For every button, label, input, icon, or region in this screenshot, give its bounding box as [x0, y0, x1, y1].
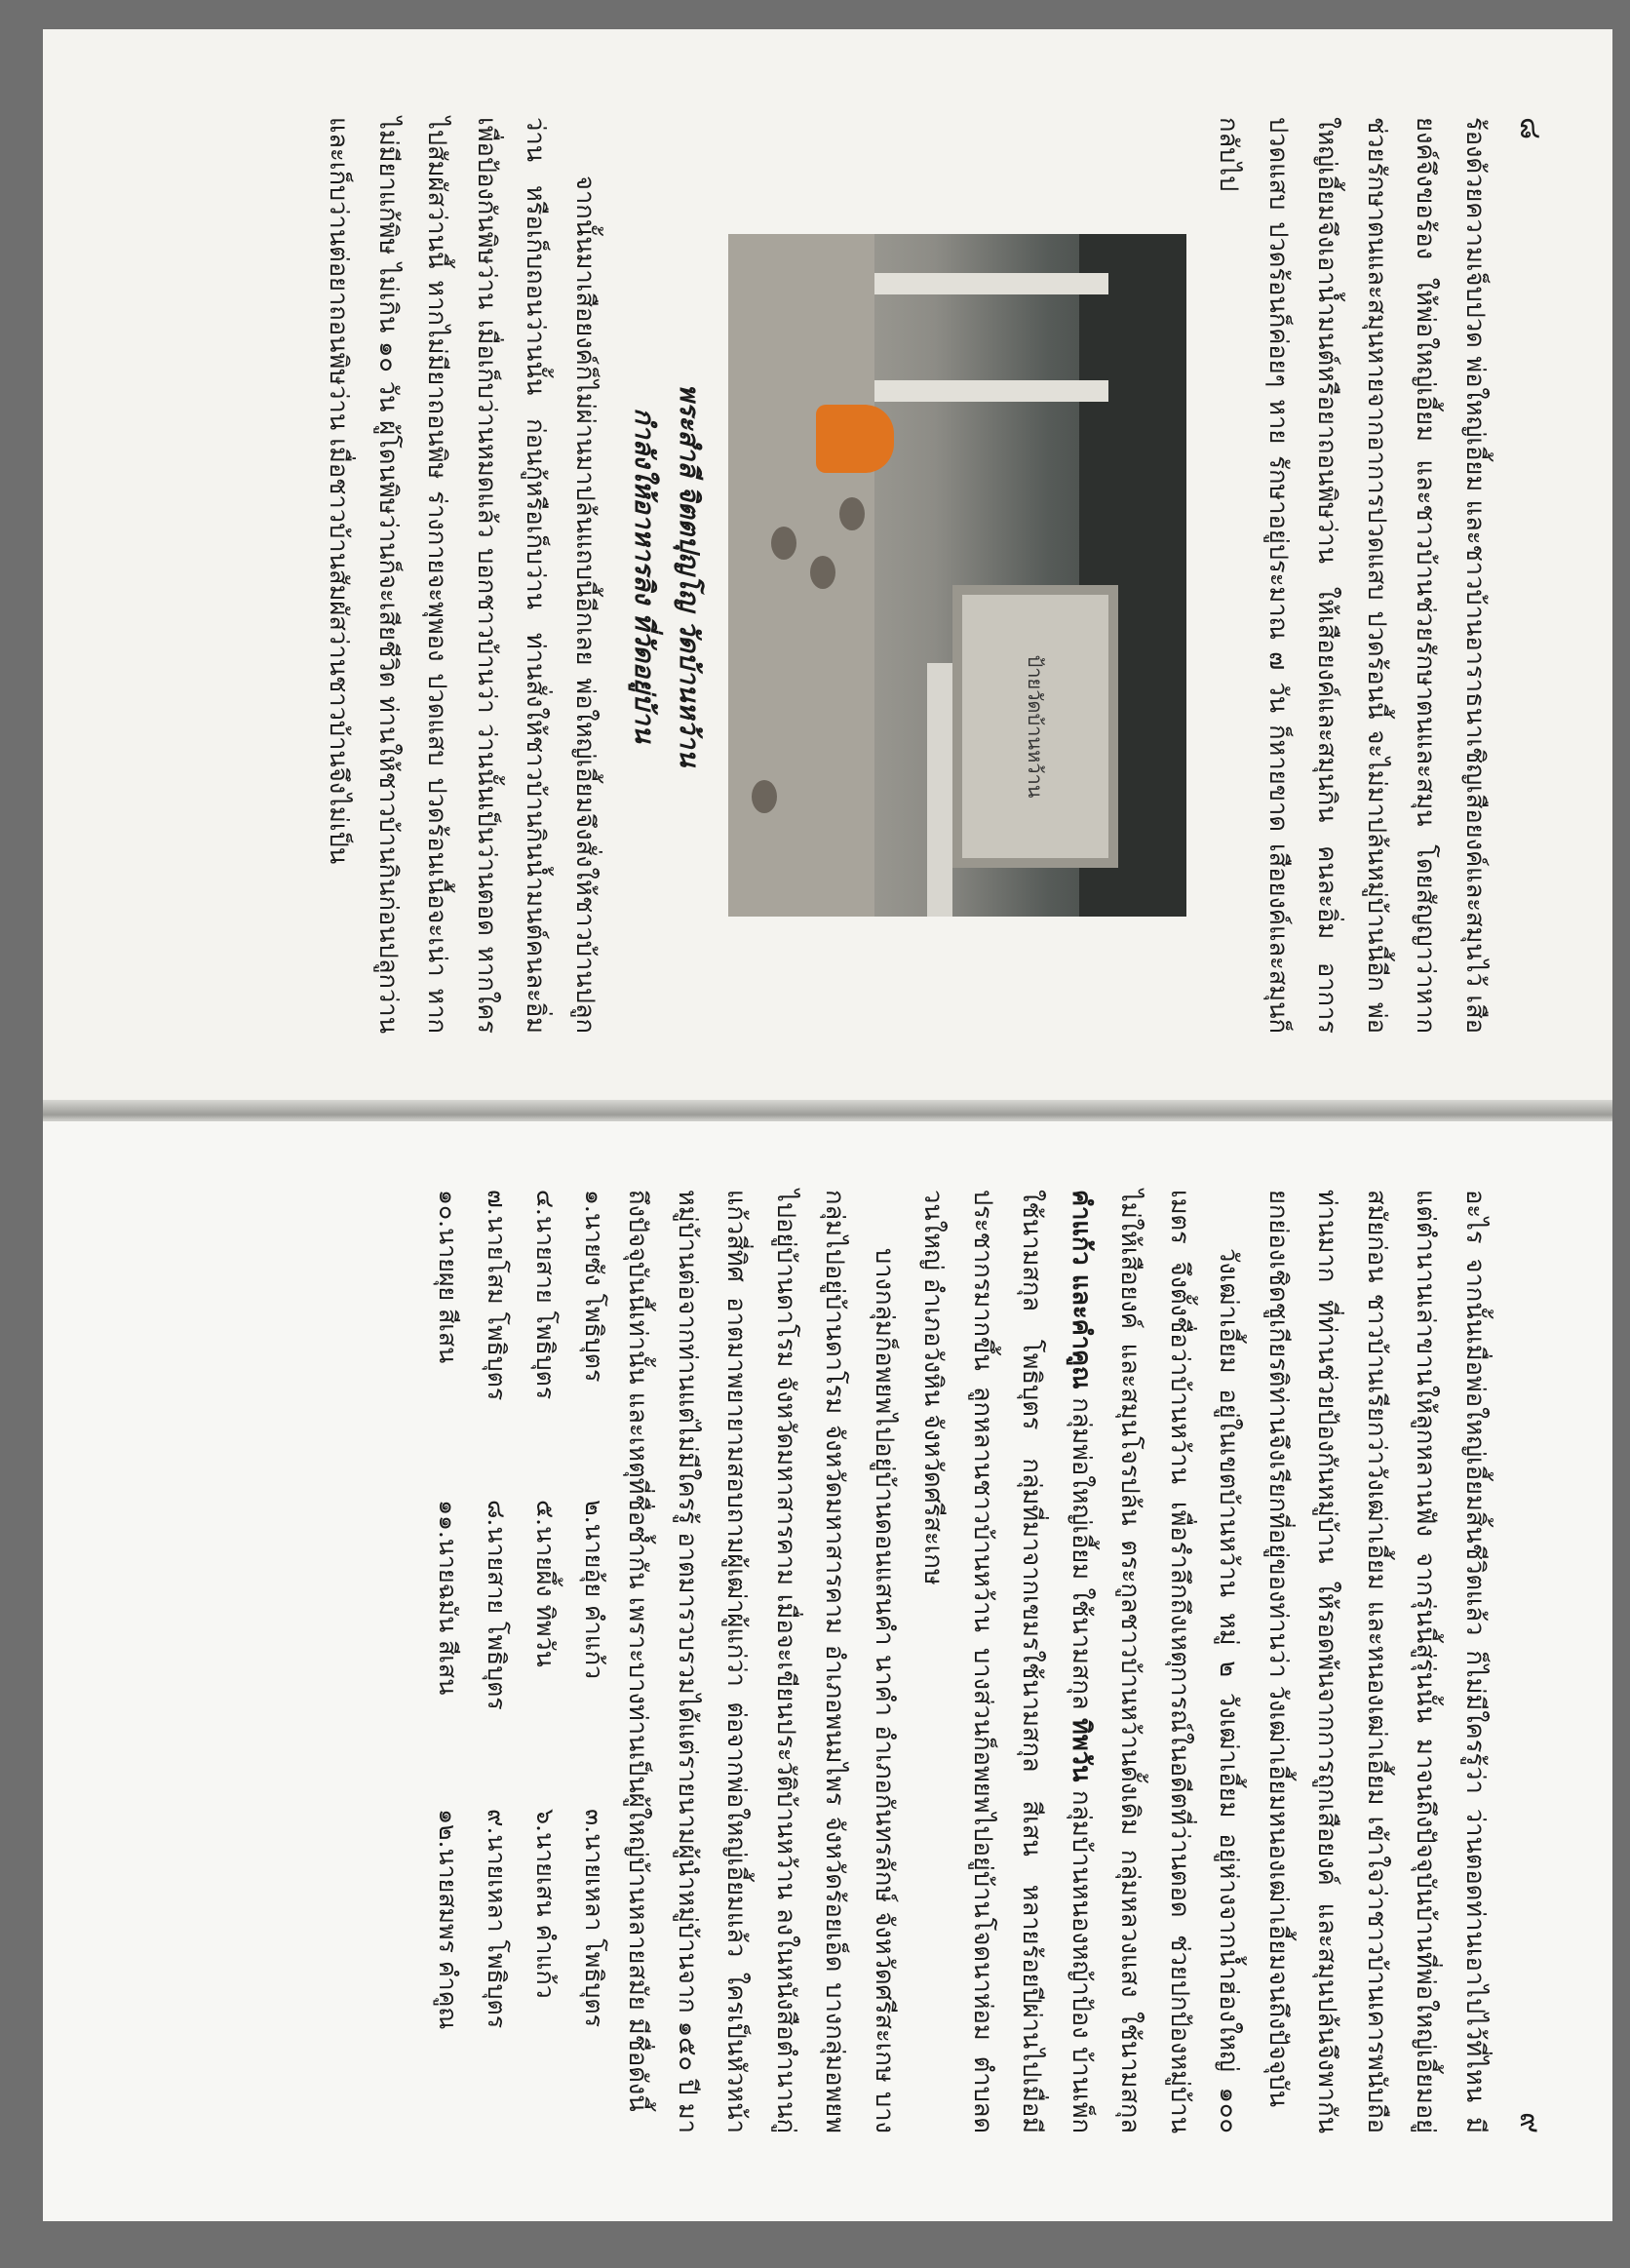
leader-entry: ๖.นายเสน คำแก้ว [531, 1809, 560, 1999]
leader-entry: ๗.นายโสม โพธิบุตร [483, 1190, 511, 1401]
paragraph-2-pre: วังเฒ่าเอี้ยม อยู่ในเขตบ้านหว้าน หมู่ ๒ วังเฒ่าเอี้ยม อยู่ห่างจากน้ำฮ่องใหญ่ ๑๐๐ เมตร จึงตั้งชื่อว่าบ้านหว้าน เพื่อรำลึกถึงเหตุการณ์ในอดีตที่ว่านตอด ช่วยปกป้องหมู่บ้านไม่ให้เสือยงค์ และสมุนโจรปล้น ตระกูลชาวบ้านหว้านดั้งเดิม กลุ่มหลวงแสง ใช้นามสกุล [1115, 1190, 1244, 2133]
leader-row [564, 1190, 613, 2133]
surname-bold-2: ทิพวัน [1067, 1718, 1096, 1782]
leader-entry: ๔.นายสาย โพธิบุตร [531, 1190, 560, 1400]
pillar-shape [874, 380, 1108, 402]
left-page [43, 29, 1612, 1112]
sign-post [927, 663, 952, 917]
monk-figure [816, 405, 894, 473]
paragraph-2-mid: กลุ่มพ่อใหญ่เอี้ยม ใช้นามสกุล [1067, 1397, 1096, 1710]
leader-entry: ๒.นายอุ้ย คำแก้ว [580, 1500, 608, 1679]
leader-entry: ๑.นายซัง โพธิบุตร [580, 1190, 608, 1383]
paragraph-2-post: กลุ่มบ้านหนองหญ้าป้อง บ้านเพ็กใช้นามสกุล โพธิบุตร กลุ่มที่มาจากเขมรใช้นามสกุล สีเสน หลายร้อยปีผ่านไปเมื่อมีประชากรมากขึ้น ลูกหลานชาวบ้านหว้าน บางส่วนก็อพยพไปอยู่บ้านโจดนาห่อม ตำบลดวนใหญ่ อำเภอวังหิน จังหวัดศรีสะเกษ [918, 1190, 1096, 2133]
leader-entry: ๑๑.นายฉมัน สีเสน [434, 1500, 462, 1696]
leader-entry: ๙.นายเหลา โพธิบุตร [483, 1809, 511, 2029]
left-paragraph-1: ร้องด้วยความเจ็บปวด พ่อใหญ่เอี้ยม และชาวบ้านอาราธนาเชิญเสือยงค์และสมุนไว้ เสือยงค์จึงขอร้อง ให้พ่อใหญ่เอี้ยม และชาวบ้านช่วยรักษาตนและสมุน โดยสัญญาว่าหากช่วยรักษาตนและสมุนหายจากอาการปวดแสบ ปวดร้อนนี้ จะไม่มาปล้นหมู่บ้านนี้อีก พ่อใหญ่เอี้ยมจึงเอาน้ำมนต์หรือยาถอนพิษว่าน ให้เสือยงค์และสมุนกิน คนละอิ่ม อาการปวดแสบ ปวดร้อนก็ค่อยๆ หาย รักษาอยู่ประมาณ ๗ วัน ก็หายขาด เสือยงค์และสมุนก็กลับไป [1214, 117, 1490, 1034]
photo-container [724, 117, 1186, 1034]
caption-line-2: กำลังให้อาหารลิง ที่วัดอยู่บ้าน [629, 408, 659, 743]
pillar-shape [874, 273, 1108, 294]
surname-bold-1: คำแก้ว และคำคูณ [1067, 1190, 1096, 1389]
temple-signboard: ป้ายวัดบ้านหว้าน [952, 585, 1118, 868]
caption-line-1: พระสำลี จิตตปุญโญ วัดบ้านหว้าน [674, 383, 704, 767]
leader-entry: ๑๐.นายผุย สีเสน [434, 1190, 462, 1364]
temple-photo [728, 234, 1186, 917]
page-number-left: ๘ [1513, 117, 1547, 140]
leader-entry: ๓.นายเหลา โพธิบุตร [580, 1809, 608, 2027]
right-paragraph-1: อะไร จากนั้นเมื่อพ่อใหญ่เอี้ยมสิ้นชีวิตแล้ว ก็ไม่มีใครรู้ว่า ว่านตอดท่านเอาไปไว้ที่ไหน มีแต่ตำนานเล่าขานให้ลูกหลานฟัง จากรุ่นนี้สู่รุ่นนั้น มาจนถึงปัจจุบันบ้านที่พ่อใหญ่เอี้ยมอยู่สมัยก่อน ชาวบ้านเรียกว่าวังเฒ่าเอี้ยม และหนองเฒ่าเอี้ยม เข้าใจว่าชาวบ้านเคารพนับถือท่านมาก ที่ท่านช่วยป้องกันหมู่บ้าน ให้รอดพ้นจากการถูกเสือยงค์ และสมุนปล้นจึงพากันยกย่องเชิดชูเกียรติท่านจึงเรียกที่อยู่ของท่านว่า วังเฒ่าเอี้ยมหนองเฒ่าเอี้ยมจนถึงปัจจุบัน [1263, 1190, 1490, 2133]
leader-list [418, 1190, 613, 2133]
ground-shape [728, 234, 874, 917]
leader-entry: ๑๒.นายสมพร คำคูณ [434, 1809, 462, 2030]
right-paragraph-3: บางกลุ่มก็อพยพไปอยู่บ้านดอนแสนคำ นาคำ อำเภอกันทรลักษ์ จังหวัดศรีสะเกษ บางกลุ่มไปอยู่บ้านดาโรม จังหวัดมหาสารคาม อำเภอพนมไพร จังหวัดร้อยเอ็ด บางกลุ่มอพยพไปอยู่บ้านดาโรม จังหวัดมหาสารคาม เมื่อจะเขียนประวัติบ้านหว้าน ลงในหนังสือตำนานกู่แก้วสี่ทิศ อาตมาพยายามสอบถามผู้เฒ่าผู้แก่ว่า ต่อจากพ่อใหญ่เอี้ยมแล้ว ใครเป็นหัวหน้าหมู่บ้านต่อจากท่านแต่ไม่มีใครรู้ อาตมารวบรวมได้แต่รายนามผู้นำหมู่บ้านจาก ๑๕๐ ปี มาถึงปัจจุบันนี้เท่านั้น และเหตุที่ชื่อซ้ำกัน เพราะบางท่านเป็นผู้ใหญ่บ้านหลายสมัย มีชื่อดังนี้ [623, 1190, 899, 2133]
monkey-figure [810, 556, 835, 589]
leader-entry: ๘.นายสาย โพธิบุตร [483, 1500, 511, 1710]
leader-row [516, 1190, 564, 2133]
monkey-figure [839, 497, 865, 530]
right-paragraph-2 [909, 1190, 1254, 2133]
monkey-figure [771, 527, 796, 560]
photo-caption [621, 117, 711, 1034]
right-page [43, 1121, 1612, 2221]
page-number-right: ๙ [1513, 2112, 1547, 2133]
leader-row [467, 1190, 516, 2133]
leader-row [418, 1190, 467, 2133]
left-paragraph-2: จากนั้นมาเสือยงค์ก็ไม่ผ่านมาปล้นแถบนี้อีกเลย พ่อใหญ่เอี้ยมจึงสั่งให้ชาวบ้านปลูกว่าน หรือเก็บถอนว่านนั้น ก่อนกู้หรือเก็บว่าน ท่านสั่งให้ชาวบ้านกินน้ำมนต์คนละอิ่ม เพื่อป้องกันพิษว่าน เมื่อเก็บว่านหมดแล้ว บอกชาวบ้านว่า ว่านนั้นเป็นว่านตอด หากใครไปสัมผัสว่านนี้ หากไม่มียาถอนพิษ ร่างกายจะพุพอง ปวดแสบ ปวดร้อนเนื้อจะเน่า หากไม่มียาแก้พิษ ไม่เกิน ๑๐ วัน ผู้โดนพิษว่านก็จะเสียชีวิต ท่านให้ชาวบ้านกินก่อนปลูกว่าน และเก็บว่านต่อยาถอนพิษว่าน เมื่อชาวบ้านสัมผัสว่านชาวบ้านจึงไม่เป็น [324, 117, 600, 1034]
leader-entry: ๕.นายผึ้ง ทิพวัน [531, 1500, 560, 1667]
monkey-figure [752, 780, 777, 813]
